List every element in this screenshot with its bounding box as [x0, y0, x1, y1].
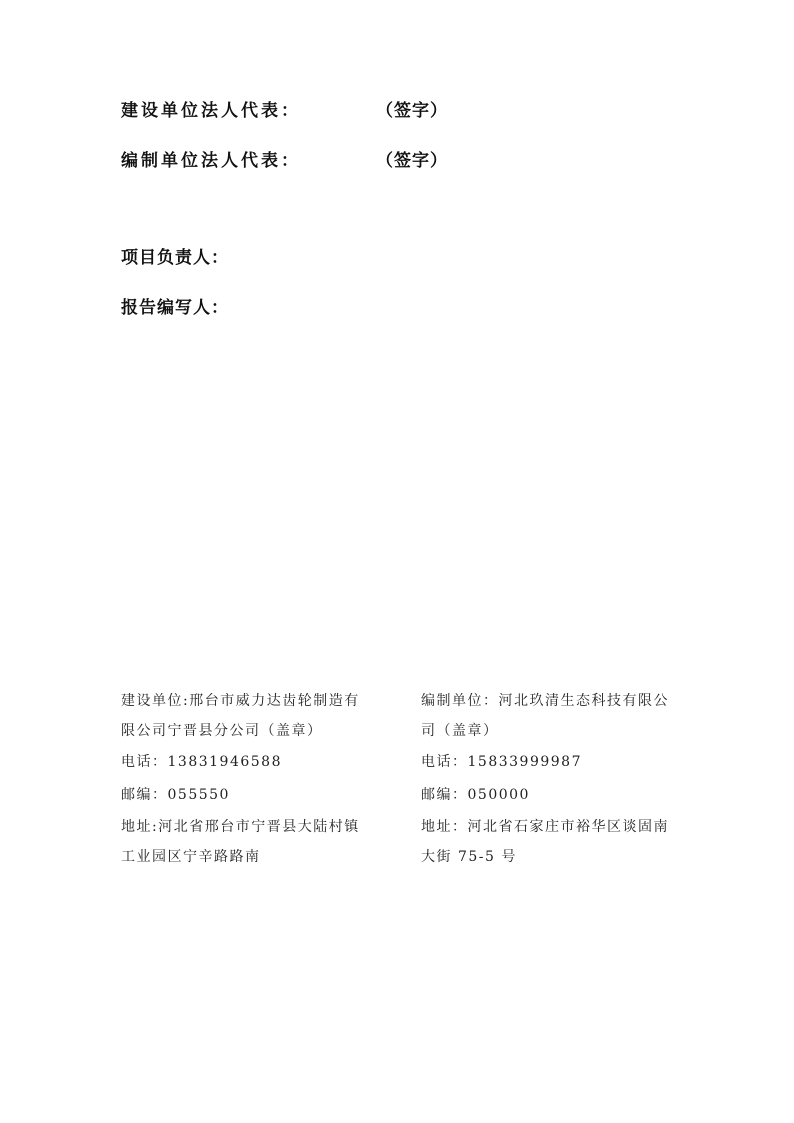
construction-rep-label: 建设单位法人代表： [121, 101, 301, 121]
construction-unit-address-line2: 工业园区宁辛路路南 [121, 849, 261, 865]
construction-rep-signature: （签字） [376, 101, 448, 121]
compiler-rep-signature: （签字） [376, 151, 448, 171]
compiling-unit-name-line1: 编制单位：河北玖清生态科技有限公 [421, 693, 669, 709]
construction-unit-phone: 电话：13831946588 [121, 754, 282, 770]
construction-rep-line [121, 96, 448, 121]
compiling-unit-address-line2: 大街 75-5 号 [421, 849, 517, 865]
compiler-rep-label: 编制单位法人代表： [121, 151, 301, 171]
compiling-unit-address-line1: 地址：河北省石家庄市裕华区谈固南 [421, 819, 669, 835]
project-lead-label: 项目负责人： [121, 248, 229, 268]
construction-unit-name-line1: 建设单位:邢台市威力达齿轮制造有 [121, 693, 360, 709]
compiling-unit-phone: 电话：15833999987 [421, 754, 582, 770]
compiler-rep-line [121, 146, 448, 171]
construction-unit-name-line2: 限公司宁晋县分公司（盖章） [121, 723, 323, 739]
compiling-unit-name-line2: 司（盖章） [421, 723, 499, 739]
report-writer-label: 报告编写人： [121, 298, 229, 318]
construction-unit-postcode: 邮编：055550 [121, 787, 230, 803]
construction-unit-info [121, 686, 360, 872]
construction-unit-address-line1: 地址:河北省邢台市宁晋县大陆村镇 [121, 819, 360, 835]
compiling-unit-info [421, 686, 669, 872]
compiling-unit-postcode: 邮编：050000 [421, 787, 530, 803]
